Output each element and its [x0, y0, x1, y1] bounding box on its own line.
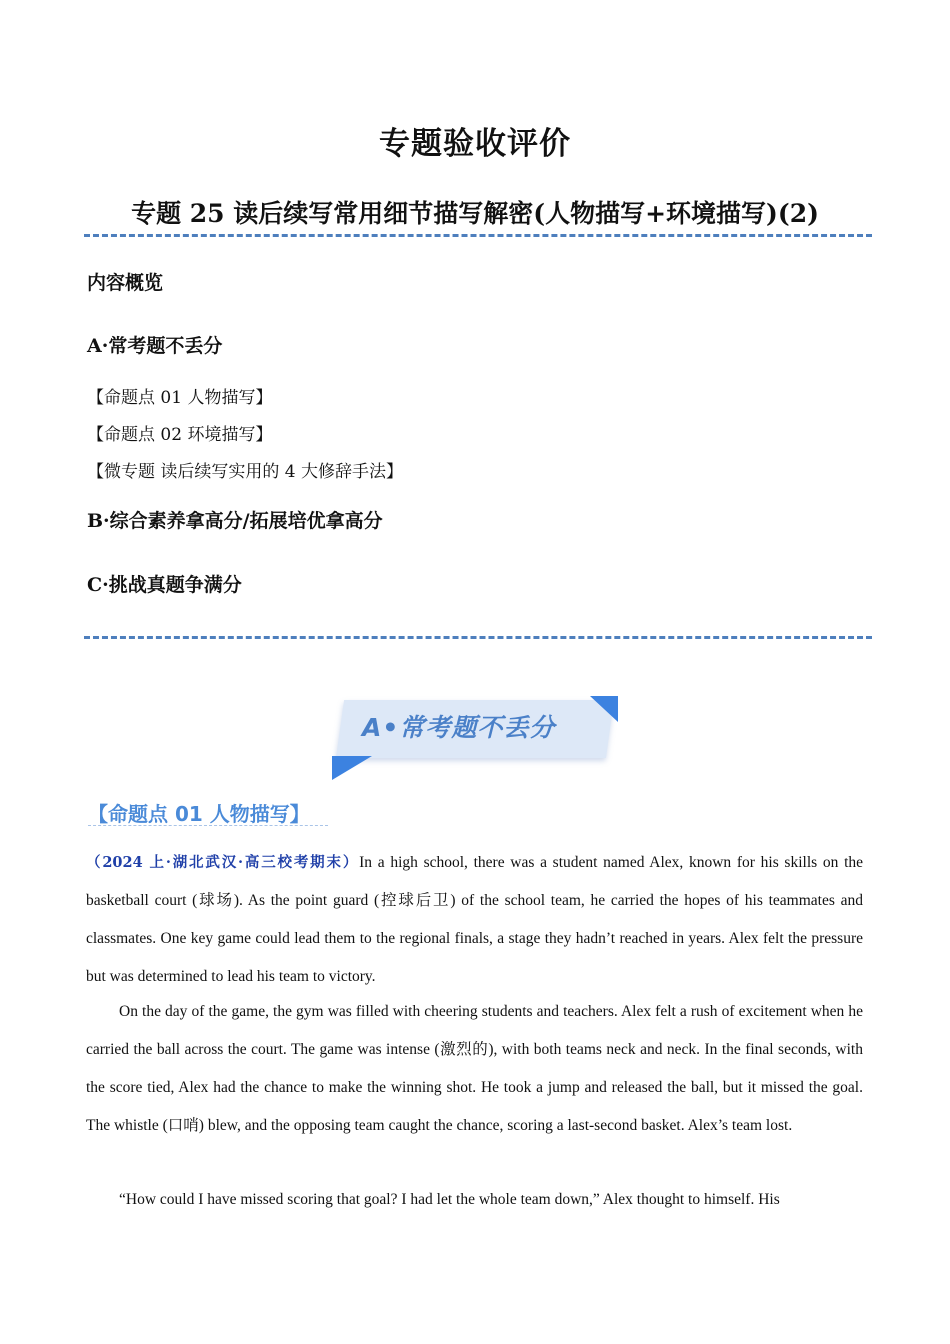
section-a-banner — [332, 694, 622, 784]
banner-corner-triangle-bottom — [332, 756, 372, 780]
overview-heading: 内容概览 — [87, 272, 164, 294]
page-subtitle: 专题 25 读后续写常用细节描写解密(人物描写+环境描写)(2) — [131, 199, 819, 228]
passage-paragraph-2: On the day of the game, the gym was filled with cheering students and teachers. Alex felt a rush of excitement when he carried the ball across the court. The game was intense (激烈的), with both teams neck and neck. In the final seconds, with the score tied, Alex had the chance to make the winning shot. He took a jump and released the ball, but it missed the goal. The whistle (口哨) blew, and the opposing team caught the chance, scoring a last-second basket. Alex’s team lost. — [86, 1003, 863, 1134]
passage-source: （2024 上·湖北武汉·高三校考期末） — [86, 854, 360, 871]
divider-top — [84, 234, 872, 237]
toc-item-1: 【命题点 01 人物描写】 — [87, 388, 273, 408]
divider-bottom — [84, 636, 872, 639]
point-01-heading: 【命题点 01 人物描写】 — [88, 802, 310, 826]
section-a-heading: A·常考题不丢分 — [87, 335, 223, 357]
paragraph-1-text: In a high school, there was a student named Alex, known for his skills on the basketball court (球场). As the point guard (控球后卫) of the school team, he carried the hopes of his teammates and classmates. One key game could lead them to the regional finals, a stage they hadn’t reached in years. Alex felt the pressure but was determined to lead his team to victory. — [86, 854, 863, 985]
page-title: 专题验收评价 — [379, 126, 571, 162]
banner-label: A•常考题不丢分 — [362, 713, 556, 742]
passage-paragraph-1 — [86, 844, 863, 996]
toc-item-3: 【微专题 读后续写实用的 4 大修辞手法】 — [87, 462, 404, 482]
section-b-heading: B·综合素养拿高分/拓展培优拿高分 — [87, 510, 383, 532]
point-heading-underline — [88, 825, 328, 826]
section-c-heading: C·挑战真题争满分 — [87, 574, 242, 596]
passage-paragraph-3: “How could I have missed scoring that goal? I had let the whole team down,” Alex thought to himself. His — [119, 1191, 780, 1208]
toc-item-2: 【命题点 02 环境描写】 — [87, 425, 273, 445]
